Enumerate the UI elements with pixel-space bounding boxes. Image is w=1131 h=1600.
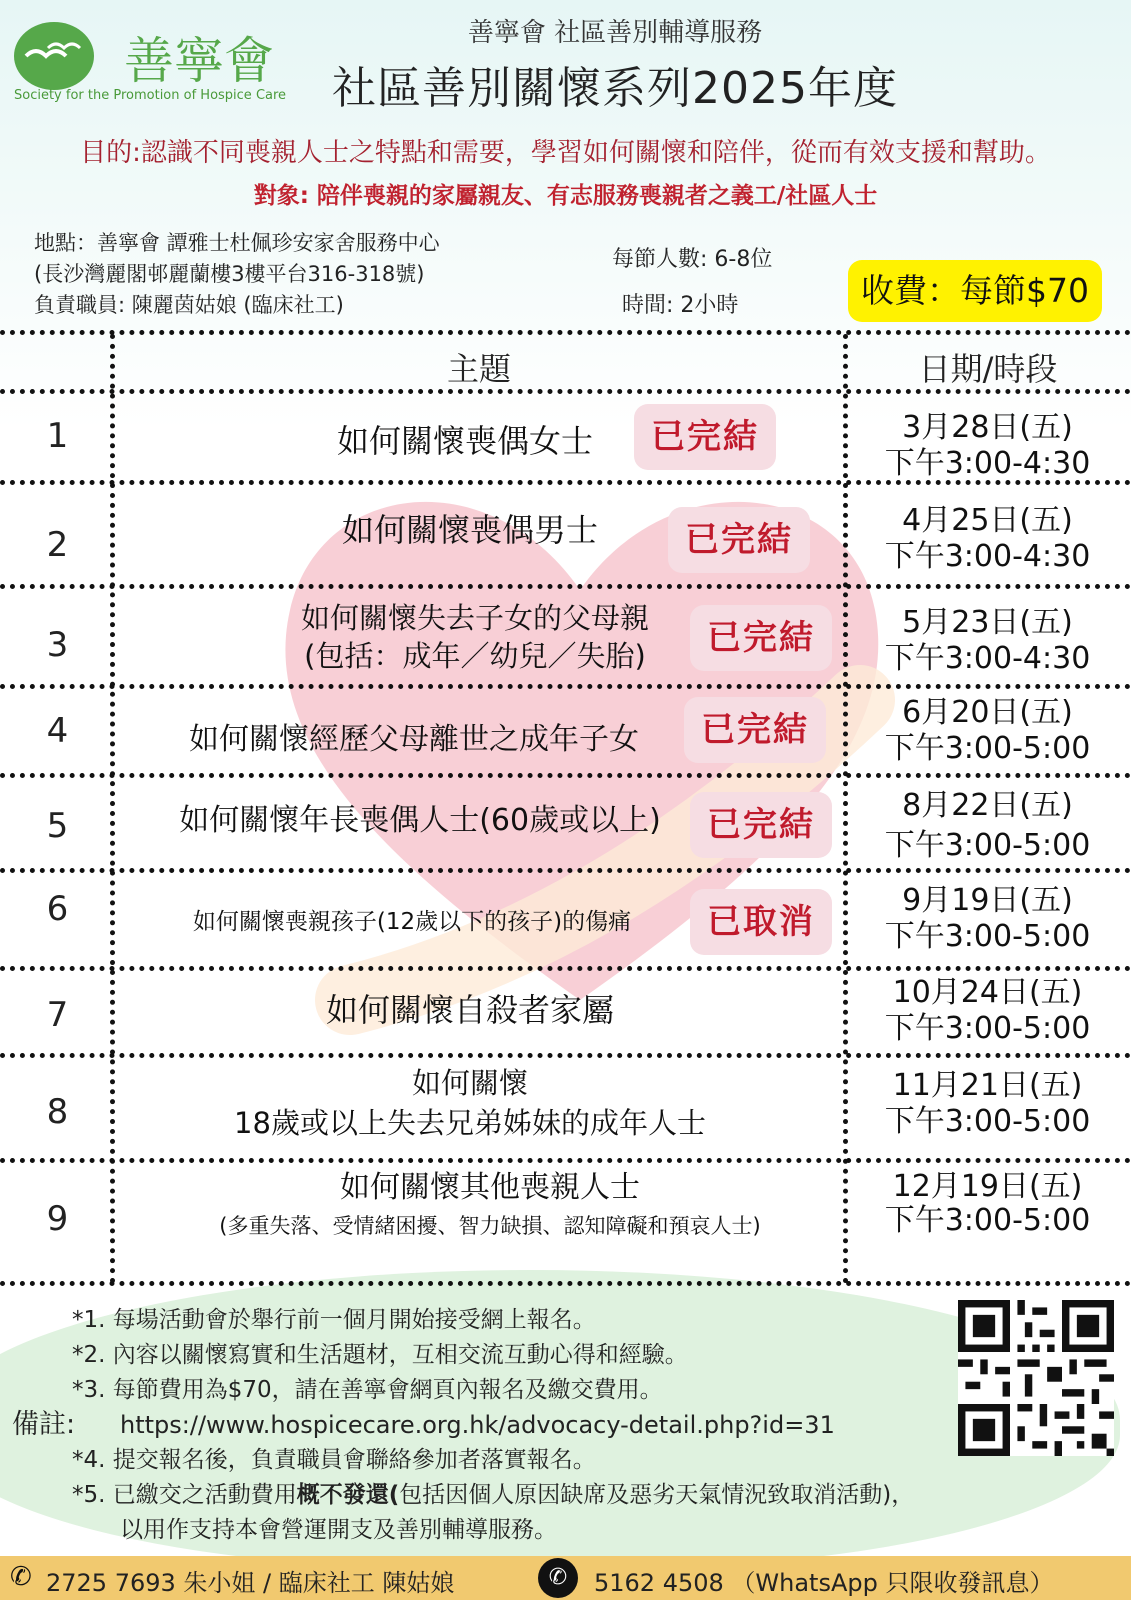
row-topic: 如何關懷喪偶女士	[336, 422, 593, 460]
row-topic: 如何關懷自殺者家屬	[325, 991, 614, 1029]
status-badge: 已完結	[684, 697, 826, 763]
status-badge: 已取消	[690, 889, 832, 955]
organization-line: 善寧會 社區善別輔導服務	[467, 18, 763, 48]
duration: 時間: 2小時	[622, 293, 739, 318]
row-date: 10月24日(五)	[892, 975, 1083, 1010]
row-number: 5	[46, 806, 69, 846]
schedule-table	[0, 334, 1131, 1284]
purpose-text: 目的:認識不同喪親人士之特點和需要，學習如何關懷和陪伴，從而有效支援和幫助。	[80, 138, 1051, 168]
row-time: 下午3:00-4:30	[884, 446, 1091, 481]
logo-english-name: Society for the Promotion of Hospice Care	[14, 88, 287, 103]
row-divider	[0, 684, 1131, 689]
row-subtopic: (多重失落、受情緒困擾、智力缺損、認知障礙和預哀人士)	[219, 1214, 761, 1238]
row-divider	[0, 1053, 1131, 1058]
row-time: 下午3:00-5:00	[884, 731, 1091, 766]
status-badge: 已完結	[690, 605, 832, 671]
row-time: 下午3:00-4:30	[884, 539, 1091, 574]
column-divider	[843, 334, 848, 1284]
row-time: 下午3:00-5:00	[884, 1104, 1091, 1139]
row-time: 下午3:00-5:00	[884, 828, 1091, 863]
row-date: 11月21日(五)	[892, 1068, 1083, 1103]
row-topic: 如何關懷其他喪親人士	[340, 1170, 640, 1205]
class-size: 每節人數: 6-8位	[612, 247, 773, 272]
row-number: 2	[46, 525, 69, 565]
note-item: *2. 內容以關懷寫實和生活題材，互相交流互動心得和經驗。	[72, 1342, 688, 1368]
row-topic: 如何關懷年長喪偶人士(60歲或以上)	[179, 803, 661, 838]
whatsapp-contact: 5162 4508 （WhatsApp 只限收發訊息）	[594, 1569, 1054, 1597]
note-item: *4. 提交報名後，負責職員會聯絡參加者落實報名。	[72, 1447, 596, 1473]
row-number: 6	[46, 889, 69, 929]
row-date: 9月19日(五)	[902, 883, 1073, 918]
note-item: 以用作支持本會營運開支及善別輔導服務。	[120, 1517, 557, 1543]
row-topic: 如何關懷喪偶男士	[341, 511, 598, 549]
row-topic: 如何關懷喪親孩子(12歲以下的孩子)的傷痛	[192, 909, 632, 935]
row-subtopic: (包括：成年／幼兒／失胎)	[304, 639, 646, 673]
phone-contact: 2725 7693 朱小姐 / 臨床社工 陳姑娘	[46, 1569, 455, 1597]
row-number: 9	[46, 1199, 69, 1239]
notes-label: 備註:	[12, 1409, 76, 1440]
row-date: 3月28日(五)	[902, 410, 1073, 445]
row-divider	[0, 773, 1131, 778]
row-divider	[0, 330, 1131, 335]
note-emphasis: 概不發還(	[296, 1482, 400, 1508]
row-date: 4月25日(五)	[902, 503, 1073, 538]
logo-text: 善寧會	[124, 32, 274, 90]
row-topic: 如何關懷失去子女的父母親	[300, 601, 649, 635]
row-date: 12月19日(五)	[892, 1169, 1083, 1204]
phone-icon: ✆	[10, 1562, 32, 1592]
row-date: 5月23日(五)	[902, 605, 1073, 640]
row-divider	[0, 1158, 1131, 1163]
venue-address: (長沙灣麗閣邨麗蘭樓3樓平台316-318號)	[34, 262, 425, 286]
venue-name: 地點：善寧會 譚雅士杜佩珍安家舍服務中心	[34, 231, 440, 255]
row-date: 8月22日(五)	[902, 788, 1073, 823]
venue-info	[34, 228, 440, 321]
row-divider	[0, 584, 1131, 589]
row-topic: 如何關懷	[411, 1066, 528, 1100]
staff-contact: 負責職員: 陳麗茵姑娘 (臨床社工)	[34, 293, 344, 317]
page-title: 社區善別關懷系列2025年度	[332, 63, 898, 114]
registration-link[interactable]: https://www.hospicecare.org.hk/advocacy-detail.php?id=31	[120, 1411, 835, 1439]
column-divider	[110, 334, 115, 1284]
status-badge: 已完結	[634, 404, 776, 470]
row-divider	[0, 868, 1131, 873]
row-divider	[0, 966, 1131, 971]
note-item	[72, 1478, 1131, 1513]
target-audience: 對象: 陪伴喪親的家屬親友、有志服務喪親者之義工/社區人士	[253, 183, 878, 209]
row-divider	[0, 1281, 1131, 1286]
qr-code[interactable]	[958, 1300, 1114, 1456]
header-topic: 主題	[446, 350, 511, 388]
row-time: 下午3:00-5:00	[884, 919, 1091, 954]
row-number: 3	[46, 625, 69, 665]
fee-badge: 收費：每節$70	[848, 260, 1102, 322]
note-text: *5. 已繳交之活動費用	[72, 1482, 297, 1508]
status-badge: 已完結	[668, 507, 810, 573]
row-time: 下午3:00-4:30	[884, 641, 1091, 676]
contact-footer	[0, 1556, 1131, 1600]
note-text: 包括因個人原因缺席及惡劣天氣情況致取消活動)，	[399, 1482, 915, 1508]
status-badge: 已完結	[690, 792, 832, 858]
header-date: 日期/時段	[918, 350, 1058, 388]
row-subtopic: 18歲或以上失去兄弟姊妹的成年人士	[234, 1106, 706, 1140]
whatsapp-icon: ✆	[538, 1558, 578, 1598]
note-item: *1. 每場活動會於舉行前一個月開始接受網上報名。	[72, 1307, 596, 1333]
row-number: 4	[46, 711, 69, 751]
row-number: 1	[46, 416, 69, 456]
row-time: 下午3:00-5:00	[884, 1203, 1091, 1238]
row-topic: 如何關懷經歷父母離世之成年子女	[189, 722, 639, 757]
row-number: 8	[46, 1092, 69, 1132]
note-item: *3. 每節費用為$70，請在善寧會網頁內報名及繳交費用。	[72, 1377, 663, 1403]
row-time: 下午3:00-5:00	[884, 1011, 1091, 1046]
row-date: 6月20日(五)	[902, 695, 1073, 730]
row-number: 7	[46, 995, 69, 1035]
